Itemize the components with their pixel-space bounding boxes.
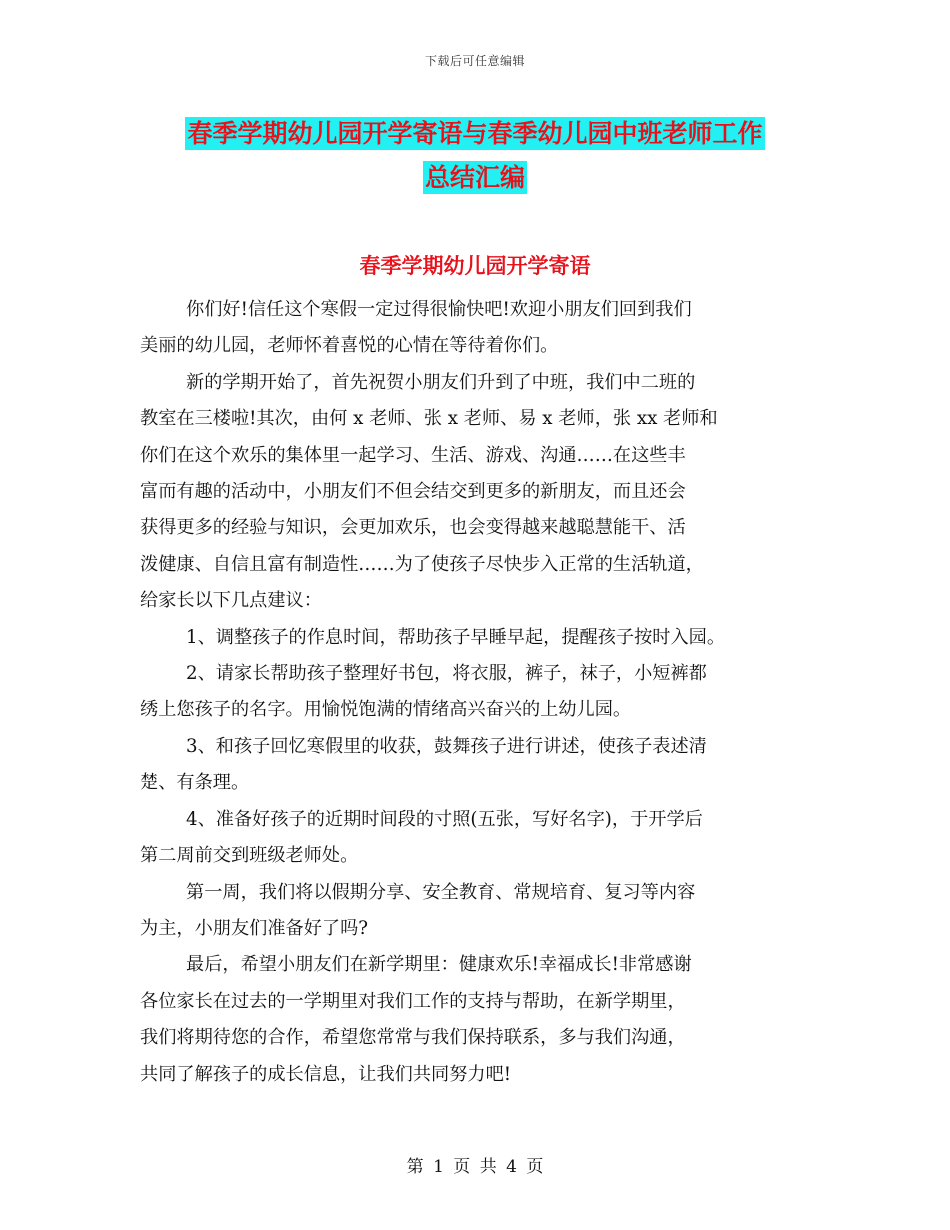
text-line: 绣上您孩子的名字。用愉悦饱满的情绪高兴奋兴的上幼儿园。 (140, 699, 632, 721)
text-line: 我们将期待您的合作，希望您常常与我们保持联系，多与我们沟通， (140, 1027, 686, 1049)
body-text (140, 292, 820, 1093)
text-line: 泼健康、自信且富有制造性……为了使孩子尽快步入正常的生活轨道， (140, 553, 704, 575)
text-line: 最后，希望小朋友们在新学期里：健康欢乐!幸福成长!非常感谢 (186, 954, 692, 976)
text-line: 1、调整孩子的作息时间，帮助孩子早睡早起，提醒孩子按时入园。 (186, 626, 726, 648)
text-line: 获得更多的经验与知识，会更加欢乐，也会变得越来越聪慧能干、活 (140, 517, 686, 539)
text-line: 你们好!信任这个寒假一定过得很愉快吧!欢迎小朋友们回到我们 (186, 299, 692, 320)
text-line: 3、和孩子回忆寒假里的收获，鼓舞孩子进行讲述，使孩子表述清 (186, 735, 707, 757)
text-line: 美丽的幼儿园，老师怀着喜悦的心情在等待着你们。 (140, 335, 559, 357)
text-line: 4、准备好孩子的近期时间段的寸照(五张，写好名字)，于开学后 (186, 808, 703, 830)
text-line: 第一周，我们将以假期分享、安全教育、常规培育、复习等内容 (186, 881, 696, 903)
text-line: 为主，小朋友们准备好了吗? (140, 917, 369, 939)
document-title (0, 112, 950, 200)
title-line-2: 总结汇编 (424, 163, 525, 192)
text-line: 2、请家长帮助孩子整理好书包，将衣服，裤子，袜子，小短裤都 (186, 663, 707, 685)
section-title: 春季学期幼儿园开学寄语 (359, 254, 591, 278)
title-line-1: 春季学期幼儿园开学寄语与春季幼儿园中班老师工作 (187, 119, 763, 148)
page-number: 第 1 页 共 4 页 (406, 1157, 544, 1177)
text-line: 你们在这个欢乐的集体里一起学习、生活、游戏、沟通……在这些丰 (140, 444, 686, 466)
text-line: 各位家长在过去的一学期里对我们工作的支持与帮助，在新学期里， (140, 990, 686, 1012)
header-note: 下载后可任意编辑 (424, 54, 525, 68)
text-line: 给家长以下几点建议： (140, 590, 322, 612)
text-line: 楚、有条理。 (140, 772, 250, 794)
text-line: 富而有趣的活动中，小朋友们不但会结交到更多的新朋友，而且还会 (140, 481, 686, 503)
text-line: 教室在三楼啦!其次，由何 x 老师、张 x 老师、易 x 老师，张 xx 老师和 (140, 408, 718, 430)
text-line: 共同了解孩子的成长信息，让我们共同努力吧! (140, 1063, 512, 1085)
text-line: 第二周前交到班级老师处。 (140, 845, 359, 867)
text-line: 新的学期开始了，首先祝贺小朋友们升到了中班，我们中二班的 (186, 371, 696, 393)
